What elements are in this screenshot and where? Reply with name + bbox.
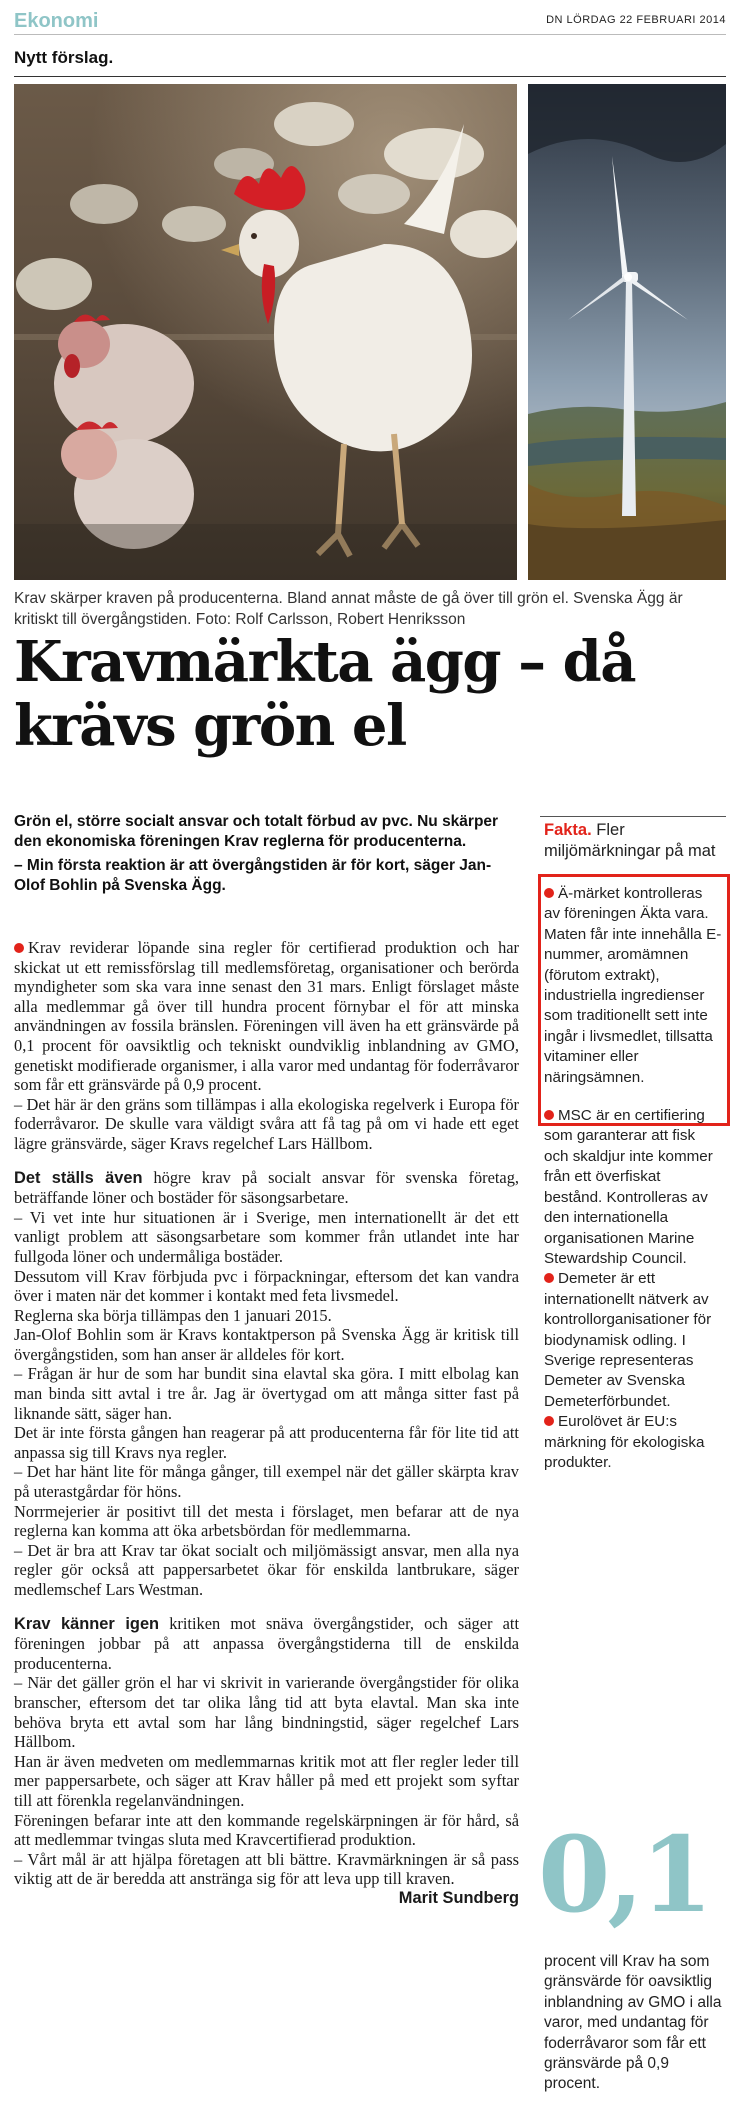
fakta-heading: [544, 820, 726, 862]
lede-intro: Grön el, större socialt ansvar och totalt förbud av pvc. Nu skärper den ekonomiska föreningen Krav reglerna för producenterna.: [14, 813, 499, 850]
fakta-item: MSC är en certifiering som garanterar att fisk och skaldjur inte kommer från ett överfiskat bestånd. Kontrolleras av den internationella organisationen Marine Stewardship Council.: [544, 1107, 713, 1267]
article-paragraph: Det ställs även högre krav på socialt ansvar för svenska företag, beträffande löner och bostäder för säsongsarbetare.: [14, 1167, 519, 1208]
red-bullet-icon: [544, 888, 554, 898]
article-paragraph: Han är även medveten om medlemmarnas kritik mot att fler regler leder till mer pappersarbete, och säger att Krav håller på med ett projekt som syftar till att förenkla regelanvändningen.: [14, 1751, 519, 1810]
article-paragraph: – Det har hänt lite för många gånger, till exempel när det gäller skärpta krav på uterastgårdar för höns.: [14, 1462, 519, 1502]
fakta-item: Eurolövet är EU:s märkning för ekologiska produkter.: [544, 1413, 705, 1471]
red-bullet-icon: [544, 1110, 554, 1120]
byline: Marit Sundberg: [398, 1888, 519, 1907]
article-paragraph: Krav reviderar löpande sina regler för certifierad produktion och har skickat ut ett remissförslag till medlemsföretag, organisationer och berörda myndigheter som ska vara inne senast den 31 mars. Enligt förslaget måste alla medlemmar gå över till hundra procent förnybar el för att minska användningen av fossila bränslen. Föreningen vill även ha ett gränsvärde på 0,1 procent för oavsiktlig och tekniskt oundviklig inblandning av GMO, genetiskt modifierade organismer, i alla varor med undantag för foderråvaror som får ett gränsvärde på 0,9 procent.: [14, 938, 519, 1095]
article-paragraph: Det är inte första gången han reagerar på att producenterna får för lite tid att anpassa sig till Kravs nya regler.: [14, 1423, 519, 1462]
article-paragraph: Norrmejerier är positivt till det mesta i förslaget, men befarar att de nya reglerna kan komma att öka arbetsbördan för medlemmarna.: [14, 1501, 519, 1541]
red-bullet-icon: [14, 943, 24, 953]
kicker-rule: [14, 76, 726, 77]
dateline: DN LÖRDAG 22 FEBRUARI 2014: [546, 14, 726, 26]
article-paragraph: Reglerna ska börja tillämpas den 1 januari 2015.: [14, 1305, 332, 1325]
headline: Kravmärkta ägg – då krävs grön el: [14, 629, 636, 759]
fakta-item: Demeter är ett internationellt nätverk av kontrollorganisationer för biodynamisk odling. I Sverige representeras Demeter av Svenska Demeterförbundet.: [544, 1270, 712, 1410]
article-paragraph: – När det gäller grön el har vi skrivit in varierande övergångstider för olika branscher, eftersom det tar olika lång tid att byta elavtal. Man ska inte behöva bryta ett avtal som har lång bindningstid, säger regelchef Lars Hällbom.: [14, 1673, 519, 1752]
kicker: Nytt förslag.: [14, 48, 114, 67]
fakta-item: Ä-märket kontrolleras av föreningen Äkta vara. Maten får inte innehålla E-nummer, aromämnen (förutom extrakt), industriella ingredienser som traditionellt sett inte ingår i livsmedlet, tillsatta vitaminer eller näringsämnen.: [544, 885, 722, 1086]
run-in-heading: Det ställs även: [14, 1168, 143, 1187]
red-bullet-icon: [544, 1273, 554, 1283]
photo-caption: Krav skärper kraven på producenterna. Bland annat måste de gå över till grön el. Svenska Ägg är kritiskt till övergångstiden. Foto: Rolf Carlsson, Robert Henriksson: [14, 590, 683, 628]
fakta-list: [544, 884, 722, 1473]
section-title: Ekonomi: [14, 10, 99, 32]
fakta-label: Fakta.: [544, 821, 592, 839]
wind-turbine-photo: [528, 84, 726, 580]
article-body: [14, 938, 519, 1909]
article-paragraph: – Det är bra att Krav tar ökat socialt och miljömässigt ansvar, men alla nya regler gör också att pappersarbetet ökar för enskilda lantbrukare, säger medlemschef Lars Westman.: [14, 1540, 519, 1599]
fakta-rule: [540, 816, 726, 817]
article-paragraph: – Frågan är hur de som har bundit sina elavtal ska göra. I mitt elbolag kan man binda sitt avtal i tre år. Jag är övertygad om att många sitter fast på liknande sätt, säger han.: [14, 1364, 519, 1423]
article-paragraph: Jan-Olof Bohlin som är Kravs kontaktperson på Svenska Ägg är kritisk till övergångstiden, som han anser är alldeles för kort.: [14, 1325, 519, 1364]
article-paragraph: – Det här är den gräns som tillämpas i alla ekologiska regelverk i Europa för foderråvaror. De skulle vara väldigt svåra att få tag på om vi hade ett eget lägre gränsvärde, säger Kravs regelchef Lars Hällbom.: [14, 1094, 519, 1153]
stat-text: procent vill Krav ha som gränsvärde för oavsiktlig inblandning av GMO i alla varor, med undantag för foderråvaror som får ett gränsvärde på 0,9 procent.: [544, 1953, 722, 2093]
run-in-heading: Krav känner igen: [14, 1614, 160, 1633]
article-paragraph: Krav känner igen kritiken mot snäva övergångstider, och säger att föreningen jobbar på att anpassa övergångstiderna till de enskilda producenterna.: [14, 1613, 519, 1673]
article-paragraph: Föreningen befarar inte att den kommande regelskärpningen är för hård, så att medlemmar tvingas sluta med Kravcertifierad produktion.: [14, 1810, 519, 1850]
article-paragraph: – Vårt mål är att hjälpa företagen att bli bättre. Kravmärkningen är så pass viktig att de är beredda att anstränga sig för att leva upp till kraven. Marit Sundberg: [14, 1849, 519, 1907]
chickens-photo: [14, 84, 517, 580]
page-header: [14, 8, 726, 35]
stat-value: 0,1: [538, 1813, 710, 1936]
lede-quote: – Min första reaktion är att övergångstiden är för kort, säger Jan-Olof Bohlin på Svenska Ägg.: [14, 857, 492, 894]
article-paragraph: Dessutom vill Krav förbjuda pvc i förpackningar, eftersom det kan vandra över i maten när det kommer i kontakt med feta livsmedel.: [14, 1266, 519, 1306]
lede: [14, 812, 519, 900]
red-bullet-icon: [544, 1416, 554, 1426]
article-paragraph: – Vi vet inte hur situationen är i Sverige, men internationellt är det ett vanligt problem att säsongsarbetare som kommer från utlandet inte har fullgoda löner och undermåliga bostäder.: [14, 1207, 519, 1266]
fakta-title: Fler miljömärkningar på mat: [544, 821, 716, 860]
